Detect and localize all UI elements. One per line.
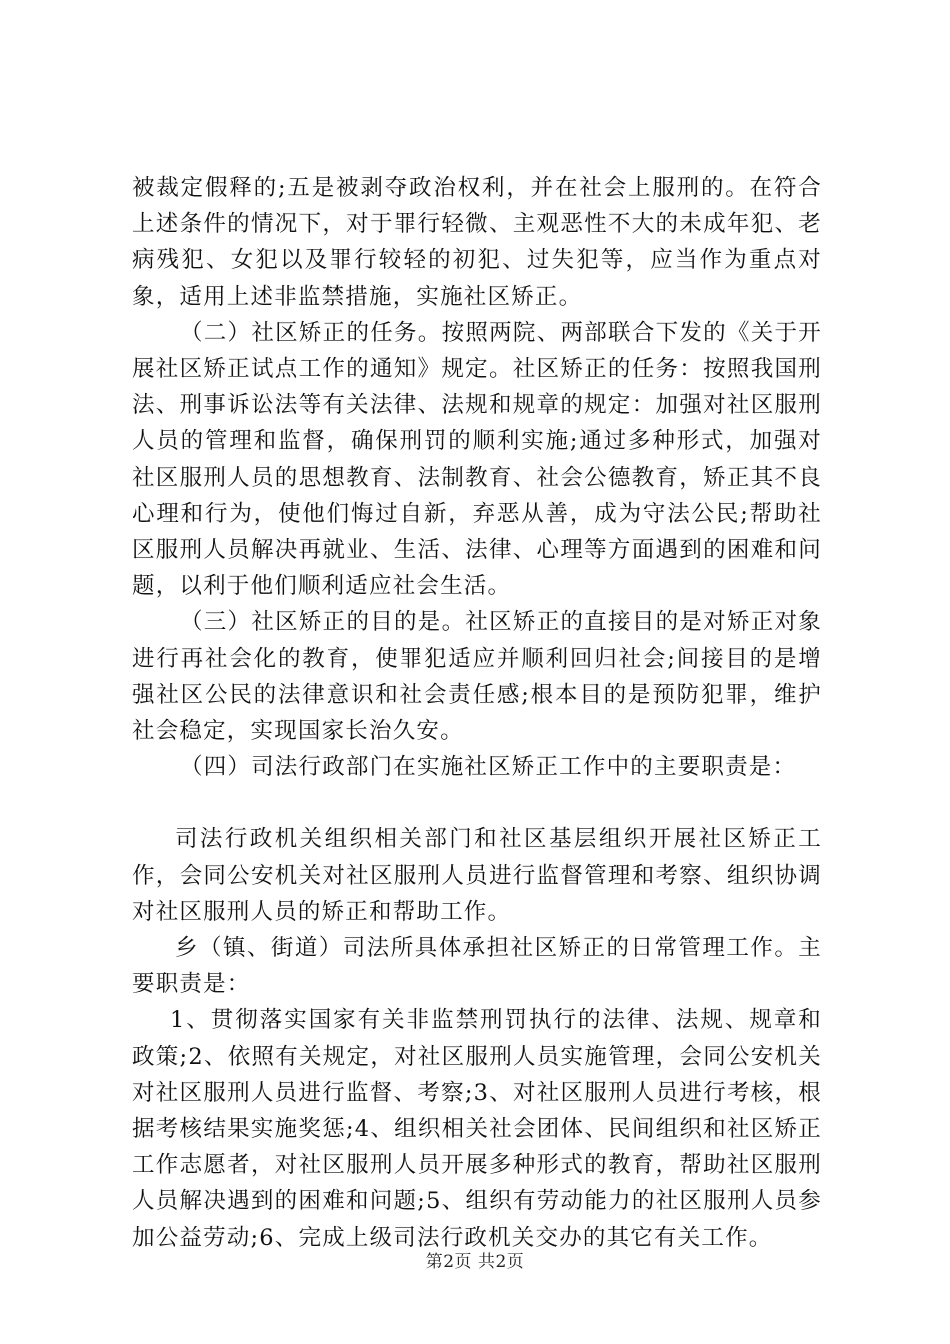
paragraph-section-4-heading: （四）司法行政部门在实施社区矫正工作中的主要职责是： [180,754,797,781]
page-number-footer: 第2页 共2页 [425,1252,525,1272]
paragraph-section-2: （二）社区矫正的任务。按照两院、两部联合下发的《关于开展社区矫正试点工作的通知》规定。社区矫正的任务：按照我国刑法、刑事诉讼法等有关法律、法规和规章的规定：加强对社区服刑人员的管理和监督，确保刑罚的顺利实施;通过多种形式，加强对社区服刑人员的思想教育、法制教育、社会公德教育，矫正其不良心理和行为，使他们悔过自新，弃恶从善，成为守法公民;帮助社区服刑人员解决再就业、生活、法律、心理等方面遇到的困难和问题，以利于他们顺利适应社会生活。 [132,319,822,600]
document-body [132,170,822,1256]
paragraph-judicial-office: 乡（镇、街道）司法所具体承担社区矫正的日常管理工作。主要职责是： [132,935,822,998]
paragraph-judicial-organs: 司法行政机关组织相关部门和社区基层组织开展社区矫正工作，会同公安机关对社区服刑人员进行监督管理和考察、组织协调对社区服刑人员的矫正和帮助工作。 [132,826,822,925]
paragraph-section-3: （三）社区矫正的目的是。社区矫正的直接目的是对矫正对象进行再社会化的教育，使罪犯适应并顺利回归社会;间接目的是增强社区公民的法律意识和社会责任感;根本目的是预防犯罪，维护社会稳定，实现国家长治久安。 [132,609,822,745]
paragraph-continuation: 被裁定假释的;五是被剥夺政治权利，并在社会上服刑的。在符合上述条件的情况下，对于罪行轻微、主观恶性不大的未成年犯、老病残犯、女犯以及罪行较轻的初犯、过失犯等，应当作为重点对象，适用上述非监禁措施，实施社区矫正。 [132,175,822,310]
paragraph-duties-list: 1、贯彻落实国家有关非监禁刑罚执行的法律、法规、规章和政策;2、依照有关规定，对社区服刑人员实施管理，会同公安机关对社区服刑人员进行监督、考察;3、对社区服刑人员进行考核，根据考核结果实施奖惩;4、组织相关社会团体、民间组织和社区矫正工作志愿者，对社区服刑人员开展多种形式的教育，帮助社区服刑人员解决遇到的困难和问题;5、组织有劳动能力的社区服刑人员参加公益劳动;6、完成上级司法行政机关交办的其它有关工作。 [132,1007,822,1251]
